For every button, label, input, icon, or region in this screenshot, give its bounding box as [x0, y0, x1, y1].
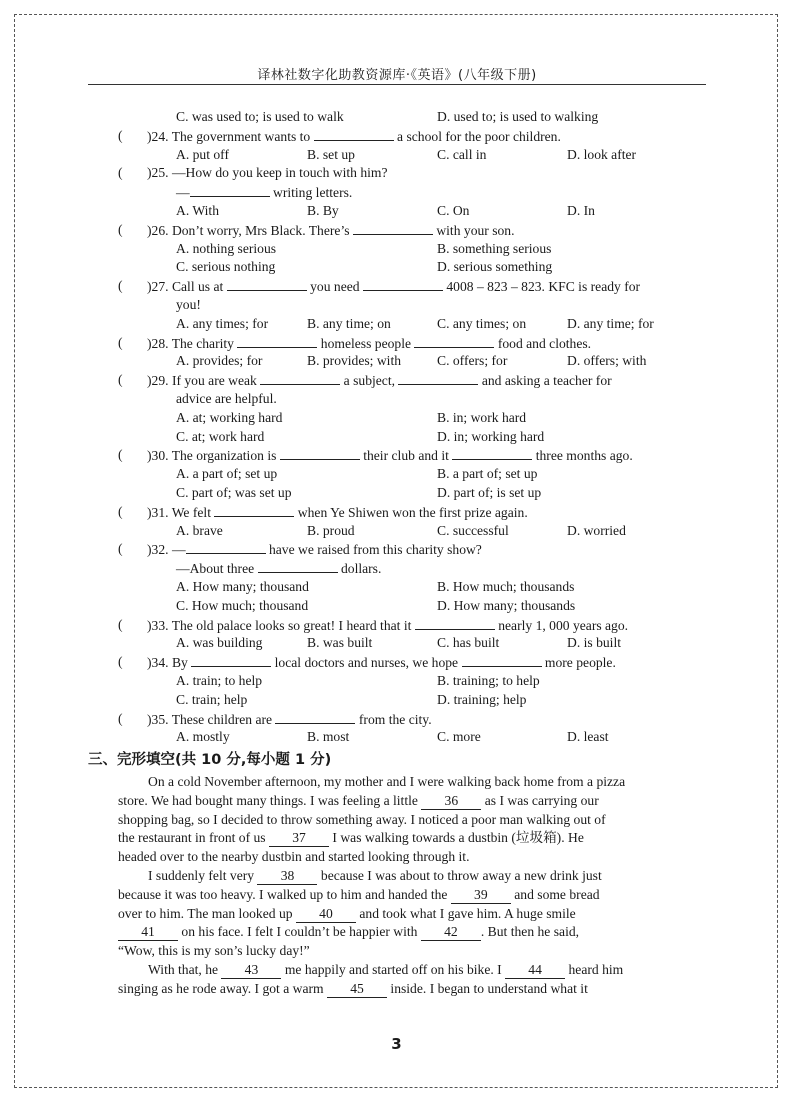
cloze-blank-43[interactable]: 43: [221, 962, 281, 979]
options-row: [0, 522, 793, 541]
option-b: B. something serious: [437, 240, 552, 256]
option-a: A. How many; thousand: [176, 578, 309, 594]
options-row: [0, 672, 793, 691]
option-d: D. serious something: [437, 259, 553, 275]
option-a: A. mostly: [176, 729, 230, 745]
passage-line: With that, he 43 me happily and started off on his bike. I 44 heard him: [148, 962, 624, 978]
question-27: ( )27. Call us at you need 4008 – 823 – 823. KFC is ready for: [118, 278, 641, 295]
option-b: B. provides; with: [307, 353, 402, 369]
options-row: [0, 465, 793, 484]
answer-bracket[interactable]: (: [118, 541, 143, 557]
passage-line: 41 on his face. I felt I couldn’t be happier with 42 . But then he said,: [0, 923, 793, 942]
option-a: A. any times; for: [176, 315, 269, 331]
cloze-blank-41[interactable]: 41: [118, 924, 178, 941]
exercise-content: [0, 108, 793, 999]
question-32-reply: —About three dollars.: [176, 561, 382, 577]
answer-bracket[interactable]: (: [118, 447, 143, 463]
options-row: [0, 146, 793, 165]
option-d: D. any time; for: [567, 315, 654, 331]
options-row: [0, 691, 793, 710]
option-c: C. How much; thousand: [176, 597, 309, 613]
blank[interactable]: [462, 653, 542, 667]
option-d: D. used to; is used to walking: [437, 109, 599, 124]
option-b: B. most: [307, 729, 350, 745]
passage-line: headed over to the nearby dustbin and started looking through it.: [118, 849, 470, 865]
question-33: ( )33. The old palace looks so great! I heard that it nearly 1, 000 years ago.: [118, 616, 629, 633]
answer-bracket[interactable]: (: [118, 334, 143, 350]
blank[interactable]: [275, 710, 355, 724]
option-c: C. call in: [437, 146, 487, 162]
option-d: D. training; help: [437, 691, 527, 707]
question-29: ( )29. If you are weak a subject, and asking a teacher for: [118, 372, 612, 389]
options-row: [0, 578, 793, 597]
options-row: [0, 108, 793, 127]
answer-bracket[interactable]: (: [118, 710, 143, 726]
answer-bracket[interactable]: (: [118, 278, 143, 294]
options-row: [0, 409, 793, 428]
option-d: D. part of; is set up: [437, 484, 542, 500]
options-row: [0, 202, 793, 221]
options-row: [0, 352, 793, 371]
option-b: B. training; to help: [437, 672, 540, 688]
option-c: C. was used to; is used to walk: [176, 109, 344, 124]
blank[interactable]: [314, 127, 394, 141]
blank[interactable]: [398, 371, 478, 385]
question-24: ( )24. The government wants to a school for the poor children.: [118, 127, 561, 144]
option-a: A. was building: [176, 635, 263, 651]
options-row: [0, 728, 793, 747]
blank[interactable]: [414, 334, 494, 348]
cloze-blank-42[interactable]: 42: [421, 924, 481, 941]
option-c: C. part of; was set up: [176, 484, 292, 500]
option-d: D. least: [567, 729, 609, 745]
option-b: B. any time; on: [307, 315, 391, 331]
question-35: ( )35. These children are from the city.: [118, 710, 432, 727]
question-30: ( )30. The organization is their club and it three months ago.: [118, 447, 633, 464]
options-row: [0, 597, 793, 616]
blank[interactable]: [280, 446, 360, 460]
option-b: B. a part of; set up: [437, 466, 538, 482]
cloze-blank-37[interactable]: 37: [269, 830, 329, 847]
passage-line: I suddenly felt very 38 because I was about to throw away a new drink just: [148, 868, 602, 884]
cloze-blank-45[interactable]: 45: [327, 981, 387, 998]
options-row: [0, 315, 793, 334]
option-d: D. in; working hard: [437, 428, 545, 444]
blank[interactable]: [415, 616, 495, 630]
blank[interactable]: [237, 334, 317, 348]
question-26: ( )26. Don’t worry, Mrs Black. There’s with your son.: [118, 221, 515, 238]
header-rule: [88, 84, 706, 85]
blank[interactable]: [190, 183, 270, 197]
options-row: [0, 634, 793, 653]
option-d: D. How many; thousands: [437, 597, 576, 613]
question-27-cont: you!: [176, 296, 201, 312]
passage-line: the restaurant in front of us 37 I was walking towards a dustbin (垃圾箱). He: [118, 830, 584, 846]
cloze-blank-36[interactable]: 36: [421, 793, 481, 810]
question-25-reply: — writing letters.: [176, 185, 353, 201]
option-b: B. How much; thousands: [437, 578, 575, 594]
answer-bracket[interactable]: (: [118, 616, 143, 632]
question-29-cont: advice are helpful.: [176, 390, 277, 406]
option-a: A. provides; for: [176, 353, 263, 369]
blank[interactable]: [186, 540, 266, 554]
option-c: C. more: [437, 729, 481, 745]
option-a: A. nothing serious: [176, 240, 277, 256]
answer-bracket[interactable]: (: [118, 165, 143, 181]
option-a: A. brave: [176, 522, 223, 538]
cloze-blank-40[interactable]: 40: [296, 906, 356, 923]
option-b: B. proud: [307, 522, 355, 538]
blank[interactable]: [214, 503, 294, 517]
question-25: ( )25. —How do you keep in touch with him?: [0, 164, 793, 183]
question-34: ( )34. By local doctors and nurses, we hope more people.: [118, 654, 616, 671]
option-c: C. at; work hard: [176, 428, 265, 444]
cloze-blank-38[interactable]: 38: [257, 868, 317, 885]
answer-bracket[interactable]: (: [118, 503, 143, 519]
options-row: [0, 428, 793, 447]
blank[interactable]: [452, 446, 532, 460]
option-b: B. set up: [307, 146, 355, 162]
answer-bracket[interactable]: (: [118, 127, 143, 143]
option-b: B. was built: [307, 635, 373, 651]
option-c: C. successful: [437, 522, 509, 538]
blank[interactable]: [191, 653, 271, 667]
blank[interactable]: [260, 371, 340, 385]
blank[interactable]: [353, 221, 433, 235]
cloze-blank-44[interactable]: 44: [505, 962, 565, 979]
option-a: A. put off: [176, 146, 229, 162]
options-row: [0, 240, 793, 259]
answer-bracket[interactable]: (: [118, 654, 143, 670]
passage-line: because it was too heavy. I walked up to him and handed the 39 and some bread: [118, 886, 600, 902]
option-a: A. a part of; set up: [176, 466, 278, 482]
passage-line: store. We had bought many things. I was feeling a little 36 as I was carrying our: [118, 792, 599, 808]
option-d: D. is built: [567, 635, 622, 651]
option-d: D. offers; with: [567, 353, 647, 369]
option-a: A. With: [176, 202, 220, 218]
option-c: C. offers; for: [437, 353, 508, 369]
blank[interactable]: [258, 559, 338, 573]
option-a: A. train; to help: [176, 672, 263, 688]
option-b: B. By: [307, 202, 339, 218]
passage-line: shopping bag, so I decided to throw something away. I noticed a poor man walking out of: [118, 811, 606, 827]
answer-bracket[interactable]: (: [118, 372, 143, 388]
passage-line: singing as he rode away. I got a warm 45 inside. I began to understand what it: [118, 980, 588, 996]
answer-bracket[interactable]: (: [118, 221, 143, 237]
page-header: 译林社数字化助教资源库·《英语》(八年级下册): [257, 68, 537, 83]
option-c: C. any times; on: [437, 315, 527, 331]
option-d: D. look after: [567, 146, 637, 162]
option-c: C. On: [437, 202, 470, 218]
option-b: B. in; work hard: [437, 409, 527, 425]
option-c: C. has built: [437, 635, 500, 651]
passage-line: “Wow, this is my son’s lucky day!”: [118, 943, 310, 959]
passage-line: over to him. The man looked up 40 and took what I gave him. A huge smile: [118, 905, 576, 921]
passage-line: On a cold November afternoon, my mother and I were walking back home from a pizza: [148, 774, 626, 790]
option-c: C. train; help: [176, 691, 248, 707]
page-number: 3: [391, 1035, 402, 1053]
question-28: ( )28. The charity homeless people food and clothes.: [118, 334, 592, 351]
section-title: 三、完形填空(共 10 分,每小题 1 分): [88, 752, 332, 769]
cloze-blank-39[interactable]: 39: [451, 887, 511, 904]
blank[interactable]: [363, 277, 443, 291]
option-d: D. worried: [567, 522, 626, 538]
question-32: ( )32. — have we raised from this charity show?: [118, 541, 482, 558]
question-31: ( )31. We felt when Ye Shiwen won the first prize again.: [118, 503, 528, 520]
options-row: [0, 484, 793, 503]
option-a: A. at; working hard: [176, 409, 283, 425]
blank[interactable]: [227, 277, 307, 291]
option-c: C. serious nothing: [176, 259, 276, 275]
option-d: D. In: [567, 202, 595, 218]
options-row: [0, 258, 793, 277]
